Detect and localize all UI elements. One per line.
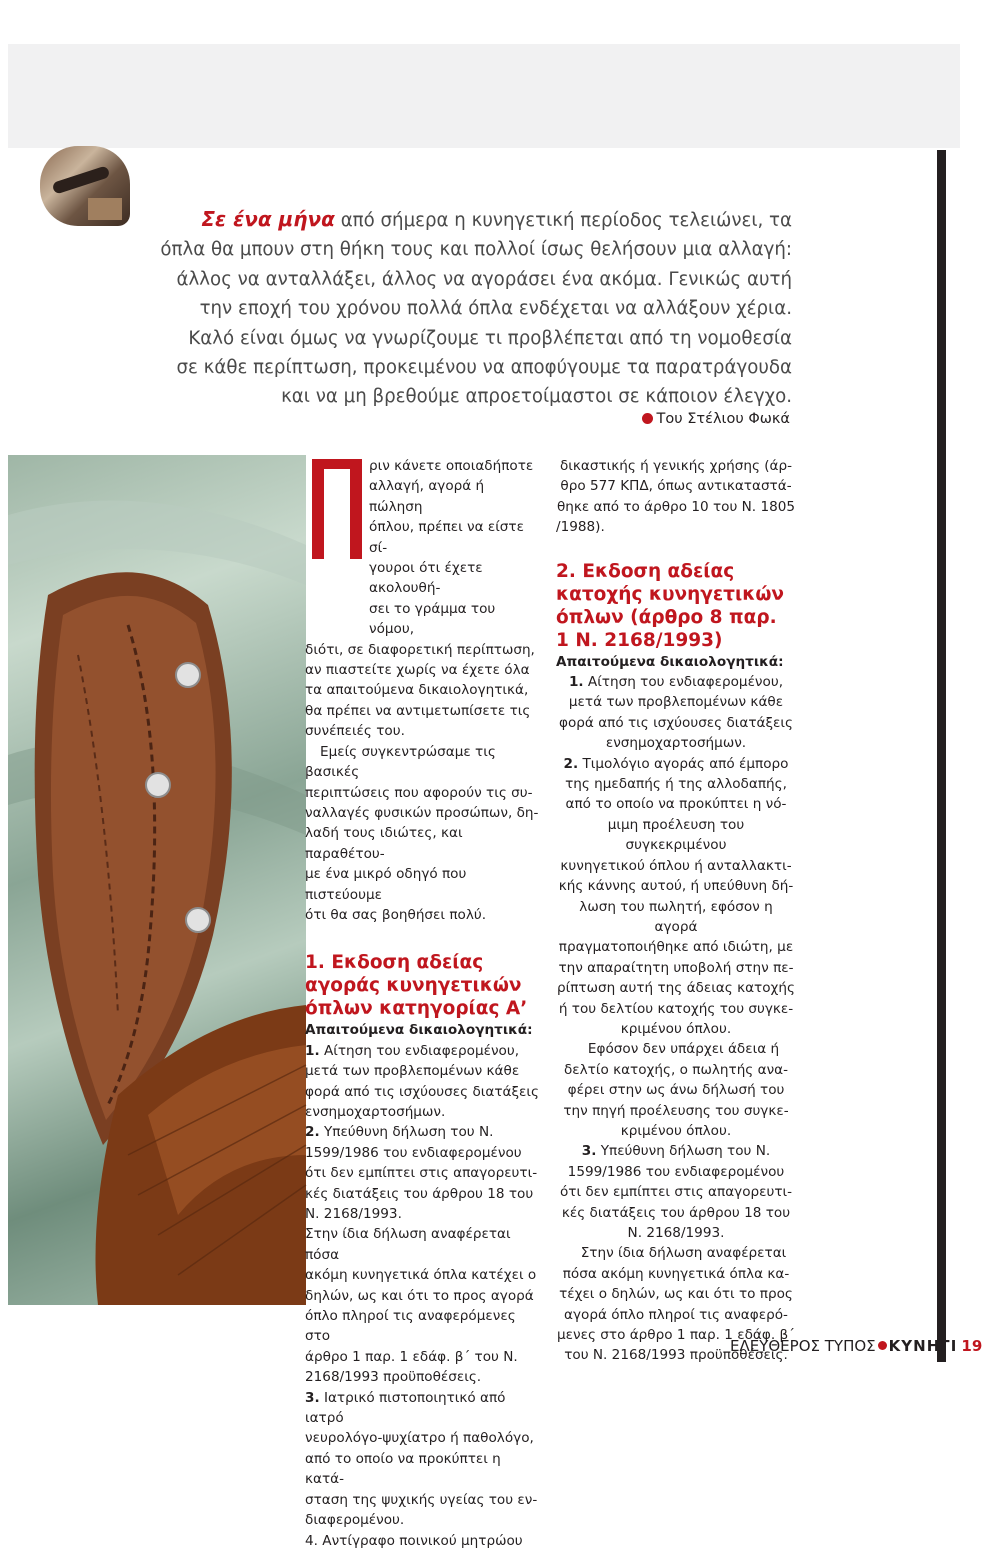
text-line: την πηγή προέλευσης του συγκε- (563, 1102, 789, 1119)
page-edge-bar (937, 150, 946, 1362)
intro-line: από σήμερα η κυνηγετική περίοδος τελειώνει, τα (340, 210, 792, 231)
text-line: ενσημοχαρτοσήμων. (605, 735, 747, 752)
text-line: της ημεδαπής ή της αλλοδαπής, (565, 776, 787, 793)
text-line: κυνηγετικού όπλου ή ανταλλακτι- (560, 857, 792, 874)
text-line: σταση της ψυχικής υγείας του εν- (305, 1491, 538, 1508)
page-footer (730, 1337, 982, 1355)
text-line: τέχει ο δηλών, ως και ότι το προς (559, 1286, 793, 1303)
header-band (8, 44, 960, 148)
text-line: σει το γράμμα του νόμου, (369, 600, 496, 638)
text-line: φορά από τις ισχύουσες διατάξεις (559, 714, 793, 731)
text-line: ότι θα σας βοηθήσει πολύ. (305, 906, 487, 923)
text-line: τα απαιτούμενα δικαιολογητικά, (305, 682, 529, 699)
text-line: κές διατάξεις του άρθρου 18 του (561, 1204, 791, 1221)
text-line: μενες στο άρθρο 1 παρ. 1 εδάφ. β΄ (557, 1327, 795, 1344)
intro-line: την εποχή του χρόνου πολλά όπλα ενδέχεται να αλλάξουν χέρια. (199, 298, 792, 320)
author-name: Του Στέλιου Φωκά (656, 411, 790, 427)
section-heading: 2. Εκδοση αδείας (556, 560, 735, 582)
text-line: νευρολόγο-ψυχίατρο ή παθολόγο, (305, 1430, 534, 1447)
intro-line: και να μη βρεθούμε απροετοίμαστοι σε κάποιον έλεγχο. (281, 386, 792, 408)
text-line: πόσα ακόμη κυνηγετικά όπλα κα- (562, 1265, 790, 1282)
text-line: δελτίο κατοχής, ο πωλητής ανα- (563, 1061, 789, 1078)
article-column-2 (556, 456, 796, 1366)
text-line: ρίπτωση αυτή της άδειας κατοχής (557, 980, 795, 997)
text-line: άρθρο 1 παρ. 1 εδάφ. β΄ του Ν. (305, 1348, 518, 1365)
text-line: περιπτώσεις που αφορούν τις συ- (305, 784, 533, 801)
article-column-1 (305, 456, 539, 1551)
section-heading: όπλων κατηγορίας Α’ (305, 998, 528, 1020)
text-line: με ένα μικρό οδηγό που πιστεύουμε (305, 866, 467, 903)
byline-bullet-icon (642, 413, 653, 424)
text-line: κριμένου όπλου. (620, 1122, 732, 1139)
intro-line: όπλα θα μπουν στη θήκη τους και πολλοί ίσως θελήσουν μια αλλαγή: (160, 239, 792, 261)
text-line: /1988). (556, 519, 605, 536)
text-line: Εμείς συγκεντρώσαμε τις βασικές (305, 743, 496, 781)
text-line: αγορά όπλο πληροί τις αναφερό- (564, 1306, 788, 1323)
text-line: γουροι ότι έχετε ακολουθή- (369, 560, 483, 597)
text-line: Αίτηση του ενδιαφερομένου, (587, 674, 784, 691)
text-line: την απαραίτητη υποβολή στην πε- (558, 959, 794, 976)
item-number: 3. (581, 1143, 597, 1160)
text-line: δικαστικής ή γενικής χρήσης (άρ- (559, 458, 793, 474)
text-line: ενσημοχαρτοσήμων. (305, 1103, 446, 1120)
text-line: μετά των προβλεπομένων κάθε (305, 1063, 520, 1080)
footer-bullet-icon (878, 1341, 887, 1350)
text-line: όπλο πληροί τις αναφερόμενες στο (305, 1308, 516, 1345)
item-number: 1. (305, 1042, 320, 1059)
text-line: από το οποίο να προκύπτει η νό- (565, 796, 787, 813)
intro-line: Καλό είναι όμως να γνωρίζουμε τι προβλέπεται από τη νομοθεσία (188, 327, 792, 349)
section-heading: 1 Ν. 2168/1993) (556, 629, 723, 651)
text-line: θρο 577 ΚΠΔ, όπως αντικαταστά- (560, 478, 792, 495)
text-line: ριν κάνετε οποιαδήποτε (369, 458, 534, 474)
text-line: όπλου, πρέπει να είστε σί- (369, 519, 524, 556)
text-line: δηλών, ως και ότι το προς αγορά (305, 1287, 534, 1304)
intro-line: άλλος να ανταλλάξει, άλλος να αγοράσει ένα ακόμα. Γενικώς αυτή (176, 268, 792, 290)
text-line: από το οποίο να προκύπτει η κατά- (305, 1450, 501, 1488)
text-line: Στην ίδια δήλωση αναφέρεται πόσα (305, 1226, 511, 1263)
text-line: αν πιαστείτε χωρίς να έχετε όλα (305, 662, 530, 679)
text-line: Στην ίδια δήλωση αναφέρεται (580, 1245, 787, 1262)
text-line: λωση του πωλητή, εφόσον η αγορά (579, 898, 773, 935)
subheading: Απαιτούμενα δικαιολογητικά: (556, 653, 784, 670)
thumbnail-photo (40, 146, 130, 226)
text-line: Εφόσον δεν υπάρχει άδεια ή (587, 1041, 780, 1058)
text-line: κής κάννης αυτού, ή υπεύθυνη δή- (558, 878, 794, 895)
text-line: του Ν. 2168/1993 προϋποθέσεις. (564, 1347, 788, 1364)
page-number: 19 (961, 1337, 982, 1355)
intro-lead: Σε ένα μήνα (201, 207, 335, 231)
text-line: Υπεύθυνη δήλωση του Ν. (600, 1143, 771, 1160)
text-line: Υπεύθυνη δήλωση του Ν. (323, 1124, 494, 1141)
section-name: ΚΥΝΗΓΙ (888, 1337, 958, 1355)
section-heading: όπλων (άρθρο 8 παρ. (556, 606, 777, 628)
text-line: Αίτηση του ενδιαφερομένου, (323, 1042, 520, 1059)
knife-sheath-photo (8, 455, 306, 1305)
intro-line: σε κάθε περίπτωση, προκειμένου να αποφύγουμε τα παρατράγουδα (176, 357, 792, 379)
text-line: κές διατάξεις του άρθρου 18 του (305, 1185, 534, 1202)
text-line: μιμη προέλευση του συγκεκριμένου (607, 816, 745, 854)
section-heading: 1. Εκδοση αδείας (305, 952, 484, 974)
text-line: 2168/1993 προϋποθέσεις. (305, 1369, 482, 1386)
text-line: ή του δελτίου κατοχής του συγκε- (558, 1000, 794, 1017)
text-line: Τιμολόγιο αγοράς από έμπορο (582, 755, 789, 772)
text-line: πραγματοποιήθηκε από ιδιώτη, με (558, 939, 794, 956)
byline (560, 411, 790, 427)
text-line: μετά των προβλεπομένων κάθε (568, 694, 784, 711)
text-line: διαφερομένου. (305, 1512, 405, 1529)
section-heading: αγοράς κυνηγετικών (305, 975, 522, 997)
text-line: 1599/1986 του ενδιαφερομένου (305, 1144, 522, 1161)
text-line: κριμένου όπλου. (620, 1020, 732, 1037)
intro-paragraph (128, 205, 792, 412)
item-number: 2. (305, 1124, 320, 1141)
item-number: 2. (563, 755, 579, 772)
text-line: ότι δεν εμπίπτει στις απαγορευτι- (305, 1165, 538, 1182)
text-line: λαδή τους ιδιώτες, και παραθέτου- (305, 825, 463, 862)
text-line: Ν. 2168/1993. (305, 1206, 402, 1222)
subheading: Απαιτούμενα δικαιολογητικά: (305, 1022, 533, 1039)
top-margin (0, 0, 960, 44)
text-line: Ιατρικό πιστοποιητικό από ιατρό (305, 1389, 506, 1427)
section-heading: κατοχής κυνηγετικών (556, 583, 785, 605)
text-line: ακόμη κυνηγετικά όπλα κατέχει ο (305, 1267, 537, 1284)
text-line: θηκε από το άρθρο 10 του Ν. 1805 (556, 498, 796, 515)
text-line: ναλλαγές φυσικών προσώπων, δη- (305, 804, 539, 821)
text-line: Ν. 2168/1993. (627, 1225, 725, 1241)
text-line: διότι, σε διαφορετική περίπτωση, (305, 641, 535, 658)
item-number: 3. (305, 1389, 320, 1406)
publication-name: ΕΛΕΥΘΕΡΟΣ ΤΥΠΟΣ (730, 1337, 876, 1355)
text-line: 4. Αντίγραφο ποινικού μητρώου (305, 1532, 523, 1549)
text-line: θα πρέπει να αντιμετωπίσετε τις (305, 702, 531, 719)
text-line: ότι δεν εμπίπτει στις απαγορευτι- (559, 1184, 793, 1201)
text-line: αλλαγή, αγορά ή πώληση (369, 478, 485, 515)
text-line: 1599/1986 του ενδιαφερομένου (567, 1163, 785, 1180)
text-line: φορά από τις ισχύουσες διατάξεις (305, 1083, 539, 1100)
text-line: φέρει στην ως άνω δήλωσή του (567, 1082, 785, 1099)
item-number: 1. (568, 674, 584, 691)
text-line: συνέπειές του. (305, 723, 405, 740)
